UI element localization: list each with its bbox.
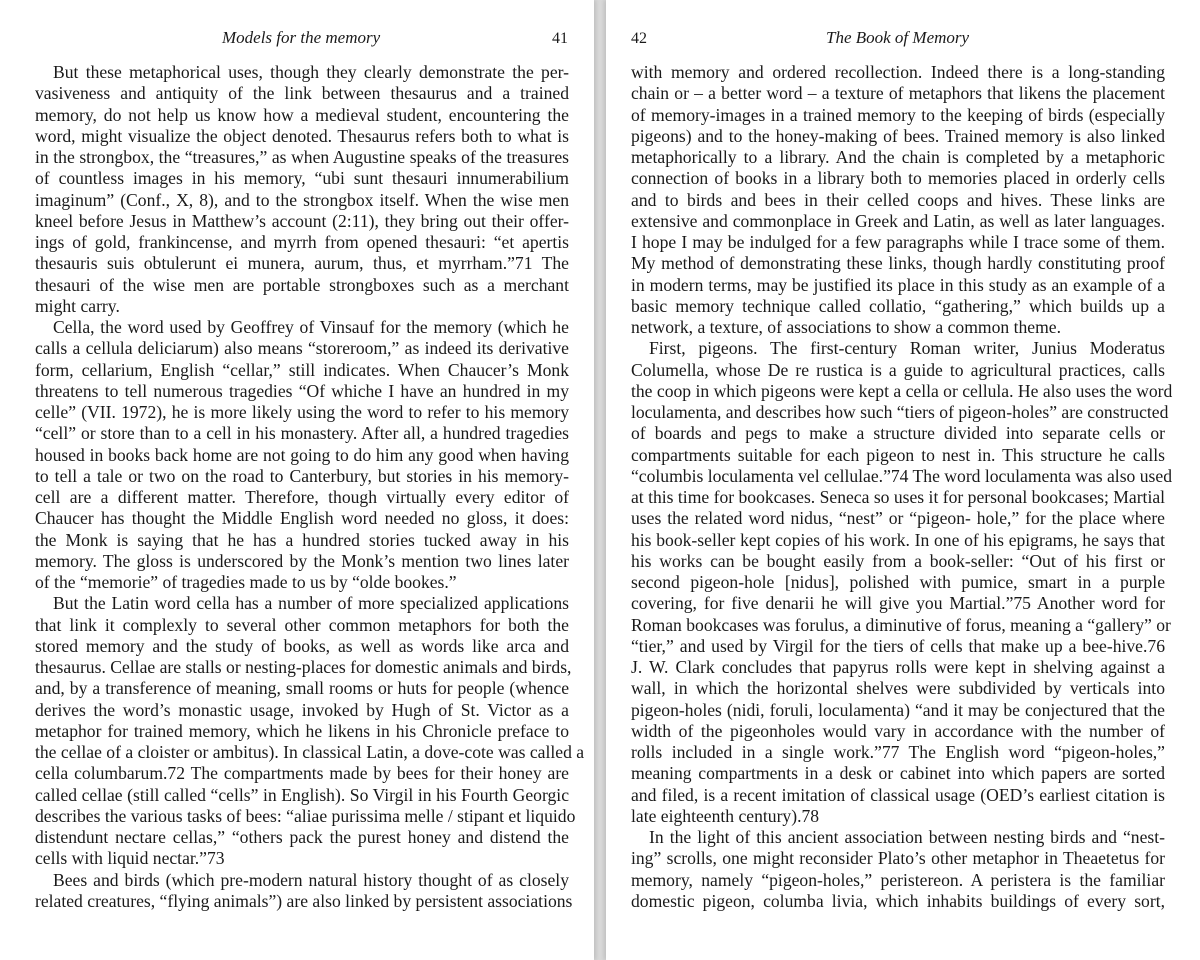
text-line: in modern terms, may be justified its place in this study as an example of a [631,274,1165,295]
left-page [0,0,594,960]
text-line: of boards and pegs to make a structure divided into separate cells or [631,423,1165,444]
text-line: I hope I may be indulged for a few paragraphs while I trace some of them. [631,232,1165,252]
text-line: domestic pigeon, columba livia, which inhabits buildings of every sort, [631,890,1165,911]
text-line: of countless images in his memory, “ubi sunt thesauri innumerabilium [35,168,569,189]
text-line: called cellae (still called “cells” in English). So Virgil in his Fourth Georgic [35,784,569,805]
text-line: the cellae of a cloister or ambitus). In classical Latin, a dove-cote was called a [35,742,585,762]
text-line: memory. The gloss is underscored by the Monk’s mention two lines later [35,550,569,571]
text-line: uses the related word nidus, “nest” or “pigeon- hole,” for the place where [631,508,1165,529]
text-line: meaning compartments in a desk or cabinet into which papers are sorted [631,763,1165,784]
text-line: wall, in which the horizontal shelves were subdivided by verticals into [631,678,1165,699]
text-line: pigeons) and to the honey-making of bees. Trained memory is also linked [631,125,1165,146]
text-line: word, might visualize the object denoted. Thesaurus refers both to what is [35,125,569,146]
text-line: Chaucer has thought the Middle English word needed no gloss, it does: [35,508,569,529]
text-line: that link it complexly to several other common metaphors for both the [35,614,569,635]
text-line: covering, for five denarii he will give you Martial.”75 Another word for [631,593,1165,614]
text-line: of the “memorie” of tragedies made to us by “olde bookes.” [35,572,457,592]
text-line: But the Latin word cella has a number of more specialized applications [53,593,569,614]
text-line: Columella, whose De re rustica is a guide to agricultural practices, calls [631,359,1165,380]
text-line: and filed, is a recent imitation of classical usage (OED’s earliest citation is [631,784,1165,805]
page-number: 42 [631,30,647,47]
text-line: network, a texture, of associations to show a common theme. [631,317,1061,337]
text-line: at this time for bookcases. Seneca so uses it for personal bookcases; Martial [631,487,1166,507]
text-line: late eighteenth century).78 [631,805,820,826]
text-line: My method of demonstrating these links, though hardly constituting proof [631,253,1165,274]
text-line: cella columbarum.72 The compartments made by bees for their honey are [35,763,569,784]
text-line: basic memory technique called collatio, “gathering,” which builds up a [631,295,1165,316]
body-text [35,62,585,912]
text-line: his works can be bought easily from a book-seller: “Out of his first or [631,550,1165,571]
text-line: “columbis loculamenta vel cellulae.”74 The word loculamenta was also used [631,465,1172,486]
text-line: chain or – a better word – a texture of metaphors that likens the placement [631,83,1165,104]
text-line: compartments suitable for each pigeon to nest in. This structure he calls [631,444,1165,465]
text-line: Cella, the word used by Geoffrey of Vinsauf for the memory (which he [53,317,569,337]
text-line: extensive and commonplace in Greek and Latin, as well as later languages. [631,210,1165,231]
text-line: and, by a transference of meaning, small rooms or huts for people (whence [35,678,569,699]
page-number: 41 [552,30,568,47]
body-text [631,62,1173,912]
text-line: memory, namely “pigeon-holes,” peristereon. A peristera is the familiar [631,869,1165,890]
text-line: imaginum” (Conf., X, 8), and to the strongbox itself. When the wise men [35,189,569,210]
text-line: might carry. [35,295,120,316]
text-line: In the light of this ancient association between nesting birds and “nest- [649,827,1165,847]
text-line: describes the various tasks of bees: “aliae purissima melle / stipant et liquido [35,805,576,826]
text-line: distendunt nectare cellas,” “others pack the purest honey and distend the [35,827,569,847]
text-line: rolls included in a single work.”77 The English word “pigeon-holes,” [631,742,1165,762]
text-line: thesaurus. Cellae are stalls or nesting-places for domestic animals and birds, [35,657,572,677]
text-line: thesauri of the wise men are portable strongboxes such as a merchant [35,274,569,295]
text-line: J. W. Clark concludes that papyrus rolls were kept in shelving against a [631,657,1165,677]
text-line: connection of books in a library both to memories placed in orderly cells [631,168,1165,189]
text-line: metaphorically to a library. And the chain is completed by a metaphoric [631,147,1165,167]
text-line: Bees and birds (which pre-modern natural history thought of as closely [53,869,569,890]
text-line: ing” scrolls, one might reconsider Plato’s other metaphor in Theaetetus for [631,848,1165,869]
text-line: his book-seller kept copies of his work. In one of his epigrams, he says that [631,529,1165,550]
text-line: thesauris suis obtulerunt ei munera, aurum, thus, et myrrham.”71 The [35,253,569,274]
running-head: The Book of Memory [826,28,970,47]
text-line: vasiveness and antiquity of the link between thesaurus and a trained [35,83,569,104]
text-line: second pigeon-hole [nidus], polished with pumice, smart in a purple [631,572,1165,592]
text-line: of memory-images in a trained memory to the keeping of birds (especially [631,104,1165,125]
text-line: the coop in which pigeons were kept a cella or cellula. He also uses the word [631,380,1173,401]
text-line: metaphor for trained memory, which he likens in his Chronicle preface to [35,720,569,741]
text-line: and to birds and bees in their celled coops and hives. These links are [631,189,1165,210]
text-line: “cell” or store than to a cell in his monastery. After all, a hundred tragedies [35,423,569,444]
text-line: “tier,” and used by Virgil for the tiers of cells that make up a bee-hive.76 [631,635,1165,656]
text-line: with memory and ordered recollection. Indeed there is a long-standing [631,62,1165,82]
text-line: housed in books back home are not going to do him any good when having [35,444,569,465]
text-line: related creatures, “flying animals”) are also linked by persistent associations [35,890,573,911]
text-line: kneel before Jesus in Matthew’s account (2:11), they bring out their offer- [35,210,569,231]
text-line: ings of gold, frankincense, and myrrh from opened thesauri: “et apertis [35,232,569,252]
text-line: width of the pigeonholes would vary in accordance with the number of [631,720,1165,741]
text-line: First, pigeons. The first-century Roman writer, Junius Moderatus [649,338,1165,359]
text-line: in the strongbox, the “treasures,” as when Augustine speaks of the treasures [35,147,569,167]
text-line: form, cellarium, English “cellar,” still indicates. When Chaucer’s Monk [35,359,569,380]
text-line: memory, do not help us know how a medieval student, encountering the [35,104,569,125]
text-line: derives the word’s monastic usage, invoked by Hugh of St. Victor as a [35,699,569,720]
text-line: loculamenta, and describes how such “tiers of pigeon-holes” are constructed [631,402,1169,422]
right-page [606,0,1200,960]
text-line: cells with liquid nectar.”73 [35,848,225,869]
text-line: cell are a different matter. Therefore, though virtually every editor of [35,487,569,507]
text-line: pigeon-holes (nidi, foruli, loculamenta) “and it may be conjectured that the [631,699,1165,720]
text-line: to tell a tale or two on the road to Canterbury, but stories in his memory- [35,465,569,486]
text-line: stored memory and the study of books, as well as words like arca and [35,635,569,656]
text-line: celle” (VII. 1972), he is more likely using the word to refer to his memory [35,402,569,422]
running-head: Models for the memory [222,28,381,47]
text-line: Roman bookcases was forulus, a diminutive of forus, meaning a “gallery” or [631,614,1171,635]
text-line: the Monk is saying that he has a hundred stories tucked away in his [35,529,569,550]
text-line: threatens to tell numerous tragedies “Of whiche I have an hundred in my [35,380,569,401]
text-line: calls a cellula deliciarum) also means “storeroom,” as indeed its derivative [35,338,569,359]
text-line: But these metaphorical uses, though they clearly demonstrate the per- [53,62,569,82]
